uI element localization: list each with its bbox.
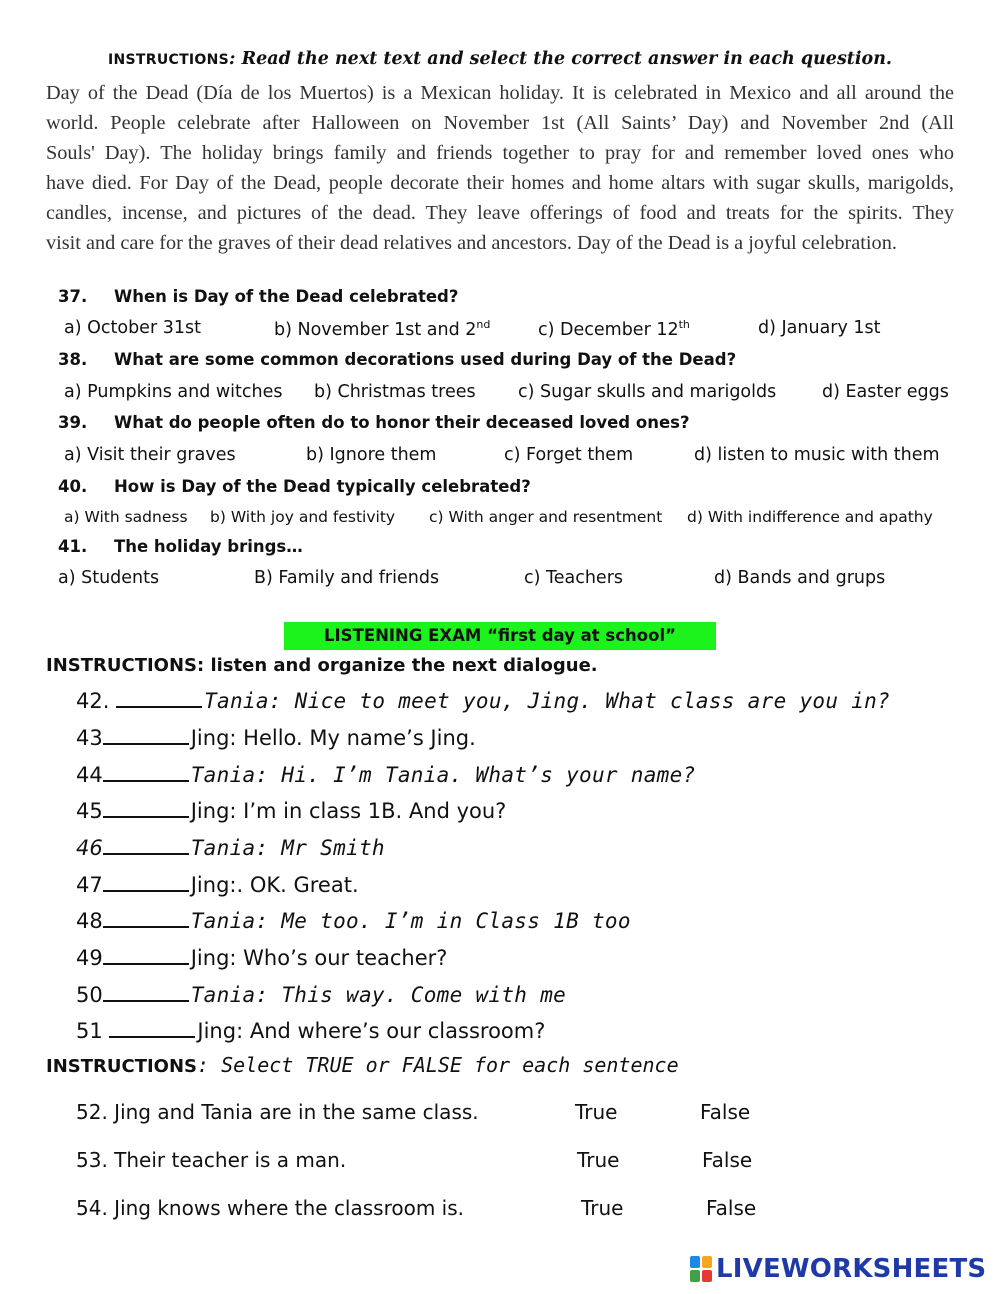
passage-line: Day of the Dead (Día de los Muertos) is a Mexican holiday. It is celebrated in Mexico and all around the	[46, 82, 954, 104]
option-37-a[interactable]: a) October 31st	[64, 318, 201, 338]
option-40-b[interactable]: b) With joy and festivity	[210, 508, 396, 526]
liveworksheets-icon	[690, 1256, 712, 1282]
answer-blank[interactable]	[103, 908, 189, 928]
false-option-53[interactable]: False	[702, 1148, 753, 1172]
false-option-54[interactable]: False	[706, 1196, 757, 1220]
option-37-d[interactable]: d) January 1st	[758, 318, 881, 338]
option-38-a[interactable]: a) Pumpkins and witches	[64, 382, 283, 402]
option-41-c[interactable]: c) Teachers	[524, 568, 624, 588]
option-37-c[interactable]: c) December 12th	[538, 318, 690, 340]
dialogue-line-46[interactable]: 46 Tania: Mr Smith	[76, 836, 385, 860]
dialogue-line-43[interactable]: 43 Jing: Hello. My name’s Jing.	[76, 726, 476, 750]
passage-line: candles, incense, and pictures of the dead. They leave offerings of food and treats for the spirits. They	[46, 202, 954, 224]
dialogue-line-42[interactable]: 42. Tania: Nice to meet you, Jing. What class are you in?	[76, 689, 891, 713]
option-40-c[interactable]: c) With anger and resentment	[429, 508, 663, 526]
tf-statement-52: 52. Jing and Tania are in the same class.	[76, 1100, 479, 1124]
answer-blank[interactable]	[103, 798, 189, 818]
true-false-instructions: INSTRUCTIONS: Select TRUE or FALSE for each sentence	[46, 1053, 679, 1077]
passage-line: visit and care for the graves of their dead relatives and ancestors. Day of the Dead is a joyful celebration.	[46, 232, 897, 254]
question-38: 38. What are some common decorations used during Day of the Dead?	[58, 350, 737, 369]
question-41: 41. The holiday brings…	[58, 537, 303, 556]
option-39-b[interactable]: b) Ignore them	[306, 445, 437, 465]
answer-blank[interactable]	[109, 1018, 195, 1038]
true-option-52[interactable]: True	[575, 1100, 618, 1124]
tf-statement-53: 53. Their teacher is a man.	[76, 1148, 347, 1172]
passage-line: have died. For Day of the Dead, people decorate their homes and home altars with sugar skulls, marigolds,	[46, 172, 954, 194]
option-39-a[interactable]: a) Visit their graves	[64, 445, 236, 465]
dialogue-line-51[interactable]: 51 Jing: And where’s our classroom?	[76, 1019, 546, 1043]
passage-line: Souls' Day). The holiday brings family and friends together to pray for and remember loved ones who	[46, 142, 954, 164]
listening-instructions: INSTRUCTIONS: listen and organize the next dialogue.	[46, 655, 598, 676]
reading-passage	[46, 78, 954, 258]
answer-blank[interactable]	[103, 835, 189, 855]
option-41-d[interactable]: d) Bands and grups	[714, 568, 886, 588]
question-number: 37.	[58, 287, 88, 306]
option-38-d[interactable]: d) Easter eggs	[822, 382, 949, 402]
question-text: When is Day of the Dead celebrated?	[114, 287, 459, 306]
listening-banner: LISTENING EXAM “first day at school”	[284, 622, 716, 650]
passage-line: world. People celebrate after Halloween on November 1st (All Saints’ Day) and November 2nd (All	[46, 112, 954, 134]
answer-blank[interactable]	[116, 688, 202, 708]
dialogue-line-50[interactable]: 50 Tania: This way. Come with me	[76, 983, 567, 1007]
dialogue-line-49[interactable]: 49 Jing: Who’s our teacher?	[76, 946, 448, 970]
answer-blank[interactable]	[103, 725, 189, 745]
instructions-label: INSTRUCTIONS	[107, 52, 230, 68]
answer-blank[interactable]	[103, 945, 189, 965]
true-option-54[interactable]: True	[581, 1196, 624, 1220]
answer-blank[interactable]	[103, 982, 189, 1002]
answer-blank[interactable]	[103, 762, 189, 782]
option-39-d[interactable]: d) listen to music with them	[694, 445, 940, 465]
dialogue-line-47[interactable]: 47 Jing:. OK. Great.	[76, 873, 359, 897]
liveworksheets-logo[interactable]	[690, 1252, 986, 1286]
dialogue-line-45[interactable]: 45 Jing: I’m in class 1B. And you?	[76, 799, 507, 823]
logo-text: LIVEWORKSHEETS	[716, 1254, 987, 1284]
answer-blank[interactable]	[103, 872, 189, 892]
question-40: 40. How is Day of the Dead typically celebrated?	[58, 477, 531, 496]
option-40-a[interactable]: a) With sadness	[64, 508, 188, 526]
option-39-c[interactable]: c) Forget them	[504, 445, 634, 465]
tf-statement-54: 54. Jing knows where the classroom is.	[76, 1196, 465, 1220]
option-38-c[interactable]: c) Sugar skulls and marigolds	[518, 382, 777, 402]
question-39: 39. What do people often do to honor their deceased loved ones?	[58, 413, 690, 432]
dialogue-line-44[interactable]: 44 Tania: Hi. I’m Tania. What’s your name?	[76, 763, 696, 787]
reading-instructions	[0, 48, 1000, 70]
instructions-text: : Read the next text and select the correct answer in each question.	[229, 49, 893, 69]
option-41-b[interactable]: B) Family and friends	[254, 568, 440, 588]
question-37	[58, 287, 458, 306]
dialogue-line-48[interactable]: 48 Tania: Me too. I’m in Class 1B too	[76, 909, 631, 933]
option-41-a[interactable]: a) Students	[58, 568, 160, 588]
option-37-b[interactable]: b) November 1st and 2nd	[274, 318, 491, 340]
option-38-b[interactable]: b) Christmas trees	[314, 382, 476, 402]
option-40-d[interactable]: d) With indifference and apathy	[687, 508, 933, 526]
true-option-53[interactable]: True	[577, 1148, 620, 1172]
false-option-52[interactable]: False	[700, 1100, 751, 1124]
